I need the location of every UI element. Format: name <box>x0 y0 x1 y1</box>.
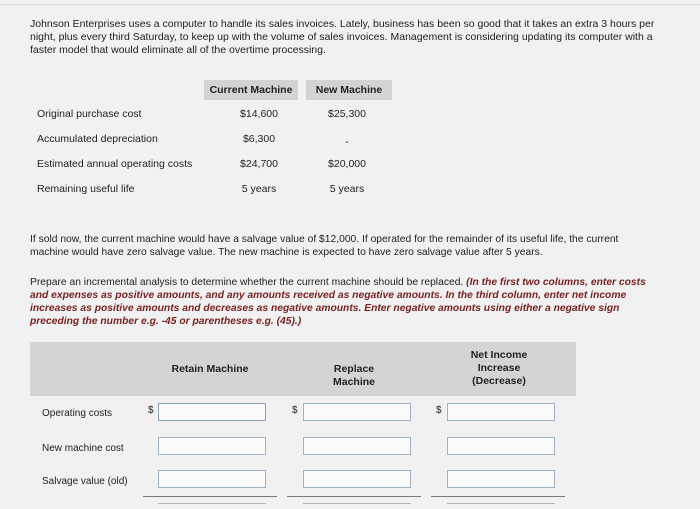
col-title-replace: Replace Machine <box>332 363 375 388</box>
top-divider <box>0 4 700 5</box>
header-current-machine: Current Machine <box>204 80 298 100</box>
instructions-paragraph <box>30 276 650 328</box>
subtotal-rule-net <box>431 496 565 497</box>
replace-salvage-value-input[interactable] <box>303 470 411 488</box>
retain-salvage-value-input[interactable] <box>158 470 266 488</box>
row-label-purchase-cost: Original purchase cost <box>37 108 142 120</box>
net-new-machine-cost-input[interactable] <box>447 437 555 455</box>
analysis-label-new-machine-cost: New machine cost <box>42 443 124 454</box>
dollar-sign-retain: $ <box>148 405 154 416</box>
retain-operating-costs-input[interactable] <box>158 403 266 421</box>
new-accumulated-depreciation: - <box>345 136 349 148</box>
new-purchase-cost: $25,300 <box>328 108 366 120</box>
net-salvage-value-input[interactable] <box>447 470 555 488</box>
current-accumulated-depreciation: $6,300 <box>242 133 276 145</box>
total-row-hint-net <box>447 503 555 504</box>
new-useful-life: 5 years <box>329 183 365 195</box>
analysis-label-salvage-value: Salvage value (old) <box>42 476 128 487</box>
instructions-text: Prepare an incremental analysis to determine whether the current machine should be replaced. <box>30 277 464 288</box>
dollar-sign-replace: $ <box>292 405 298 416</box>
col-title-net-income: Net Income Increase (Decrease) <box>470 349 528 387</box>
total-row-hint-retain <box>158 503 266 504</box>
row-label-accumulated-depreciation: Accumulated depreciation <box>37 133 158 145</box>
retain-new-machine-cost-input[interactable] <box>158 437 266 455</box>
row-label-useful-life: Remaining useful life <box>37 183 135 195</box>
header-new-machine: New Machine <box>306 80 392 100</box>
net-operating-costs-input[interactable] <box>447 403 555 421</box>
current-useful-life: 5 years <box>241 183 277 195</box>
new-operating-costs: $20,000 <box>328 158 366 170</box>
row-label-operating-costs: Estimated annual operating costs <box>37 158 193 170</box>
subtotal-rule-replace <box>287 496 421 497</box>
dollar-sign-net: $ <box>436 405 442 416</box>
col-title-retain: Retain Machine <box>171 363 249 375</box>
total-row-hint-replace <box>303 503 411 504</box>
replace-new-machine-cost-input[interactable] <box>303 437 411 455</box>
current-operating-costs: $24,700 <box>240 158 278 170</box>
salvage-paragraph: If sold now, the current machine would have a salvage value of $12,000. If operated for the remainder of its useful life, the current machine would have zero salvage value. The new machine is expected to have zero salvage value after 5 years. <box>30 234 619 258</box>
replace-operating-costs-input[interactable] <box>303 403 411 421</box>
subtotal-rule-retain <box>143 496 277 497</box>
instructions-emphasis: (In the first two columns, enter costs and expenses as positive amounts, and any amounts received as negative amounts. In the third column, enter net income increases as positive amounts and decreases as negative amounts. Enter negative amounts using either a negative sign preceding the number e.g. -45 or parentheses e.g. (45).) <box>30 277 646 327</box>
current-purchase-cost: $14,600 <box>240 108 278 120</box>
analysis-label-operating-costs: Operating costs <box>42 408 113 419</box>
problem-intro: Johnson Enterprises uses a computer to handle its sales invoices. Lately, business has been so good that it takes an extra 3 hours per night, plus every third Saturday, to keep up with the volume of sales invoices. Management is considering updating its computer with a faster model that would eliminate all of the overtime processing. <box>30 18 655 56</box>
